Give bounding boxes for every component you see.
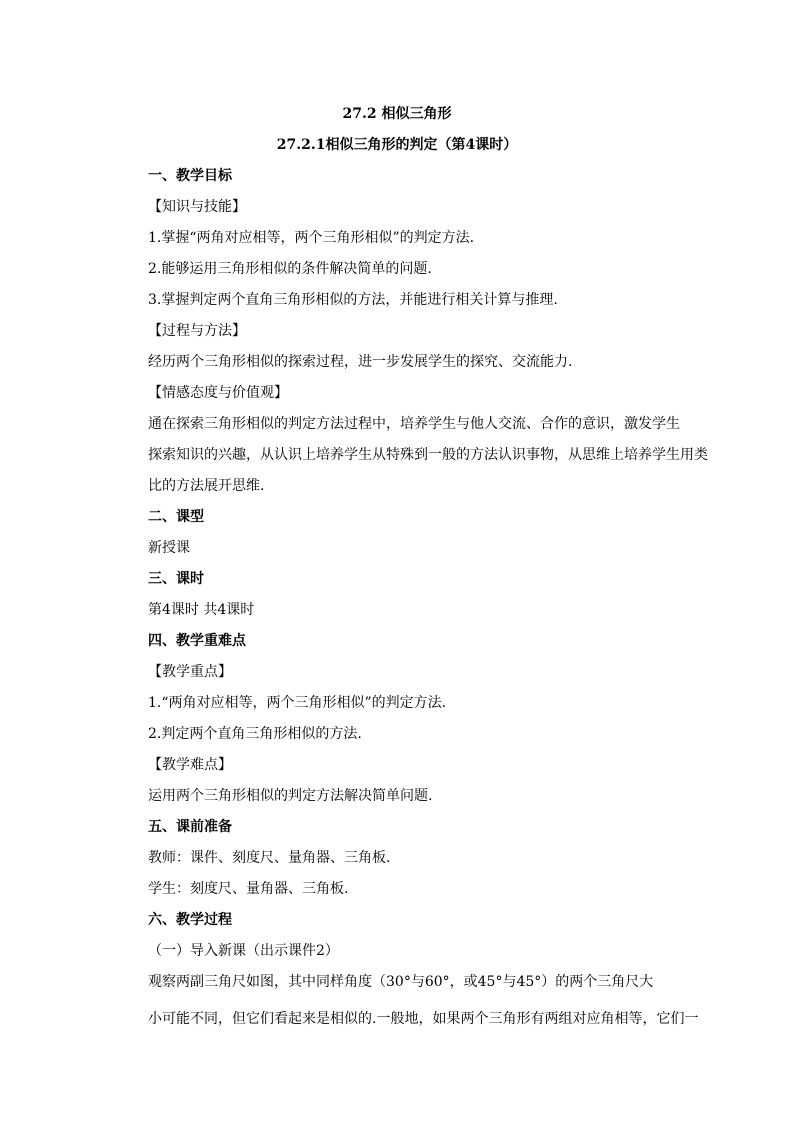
paragraph-line: 3.掌握判定两个直角三角形相似的方法，并能进行相关计算与推理. <box>148 292 558 308</box>
paragraph-line: 教师：课件、刻度尺、量角器、三角板. <box>148 850 391 866</box>
document-title: 27.2 相似三角形 <box>342 106 452 122</box>
subsection-intro: （一）导入新课（出示课件2） <box>148 943 339 959</box>
section-heading-process: 六、教学过程 <box>148 912 232 928</box>
subsection-knowledge: 【知识与技能】 <box>148 199 246 215</box>
paragraph-line: 1.“两角对应相等，两个三角形相似”的判定方法. <box>148 695 447 711</box>
paragraph-line: 运用两个三角形相似的判定方法解决简单问题. <box>148 788 433 804</box>
paragraph-line: 1.掌握“两角对应相等，两个三角形相似”的判定方法. <box>148 230 475 246</box>
paragraph-line: 2.能够运用三角形相似的条件解决简单的问题. <box>148 261 432 277</box>
section-heading-period: 三、课时 <box>148 571 204 587</box>
paragraph-line: 第4课时 共4课时 <box>148 602 255 618</box>
section-heading-keypoints: 四、教学重难点 <box>148 633 246 649</box>
paragraph-line: 经历两个三角形相似的探索过程，进一步发展学生的探究、交流能力. <box>148 354 573 370</box>
paragraph-line: 学生：刻度尺、量角器、三角板. <box>148 881 349 897</box>
subsection-attitude: 【情感态度与价值观】 <box>148 385 288 401</box>
paragraph-line: 探索知识的兴趣，从认识上培养学生从特殊到一般的方法认识事物，从思维上培养学生用类 <box>148 447 708 463</box>
subsection-focus: 【教学重点】 <box>148 664 232 680</box>
subsection-difficulty: 【教学难点】 <box>148 757 232 773</box>
paragraph-line: 观察两副三角尺如图，其中同样角度（30°与60°，或45°与45°）的两个三角尺大 <box>148 974 654 990</box>
paragraph-line: 通在探索三角形相似的判定方法过程中，培养学生与他人交流、合作的意识，激发学生 <box>148 416 680 432</box>
document-subtitle: 27.2.1相似三角形的判定（第4课时） <box>276 137 518 153</box>
paragraph-line: 新授课 <box>148 540 190 556</box>
paragraph-line: 比的方法展开思维. <box>148 478 265 494</box>
paragraph-line: 2.判定两个直角三角形相似的方法. <box>148 726 362 742</box>
section-heading-objectives: 一、教学目标 <box>148 168 232 184</box>
subsection-process: 【过程与方法】 <box>148 323 246 339</box>
section-heading-type: 二、课型 <box>148 509 204 525</box>
section-heading-preparation: 五、课前准备 <box>148 819 232 835</box>
paragraph-line: 小可能不同，但它们看起来是相似的.一般地，如果两个三角形有两组对应角相等，它们一 <box>148 1011 699 1027</box>
